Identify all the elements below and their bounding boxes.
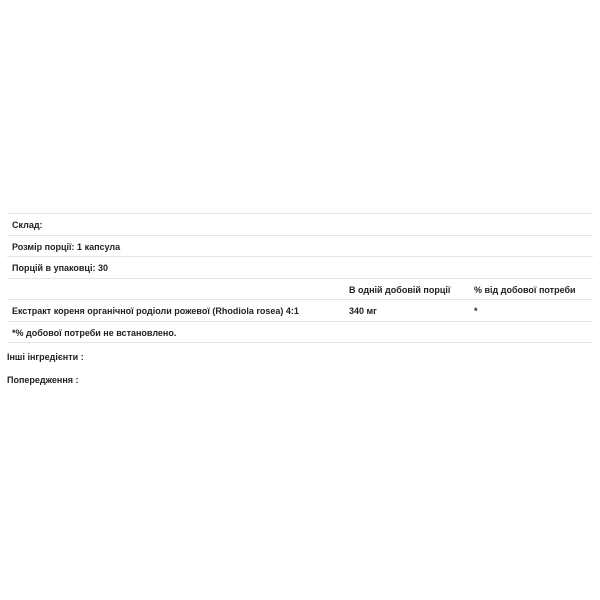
warnings: Попередження : xyxy=(7,375,79,385)
footnote-row xyxy=(7,322,593,344)
servings-per-container: Порцій в упаковці: 30 xyxy=(12,263,108,273)
amount-header: В одній добовій порції xyxy=(349,284,451,295)
composition-label: Склад: xyxy=(12,220,43,230)
servings-row xyxy=(7,257,593,279)
table-row xyxy=(7,300,593,322)
supplement-facts-table xyxy=(7,213,593,343)
ingredient-amount: 340 мг xyxy=(349,306,377,316)
other-ingredients: Інші інгредієнти : xyxy=(7,352,84,362)
ingredient-name: Екстракт кореня органічної родіоли рожевої (Rhodiola rosea) 4:1 xyxy=(12,306,299,316)
composition-row xyxy=(7,214,593,236)
serving-size: Розмір порції: 1 капсула xyxy=(12,241,121,252)
ingredient-daily-value: * xyxy=(474,306,478,316)
header-row xyxy=(7,279,593,301)
serving-size-row xyxy=(7,236,593,258)
footnote: *% добової потреби не встановлено. xyxy=(12,327,177,338)
daily-value-header: % від добової потреби xyxy=(474,284,576,295)
